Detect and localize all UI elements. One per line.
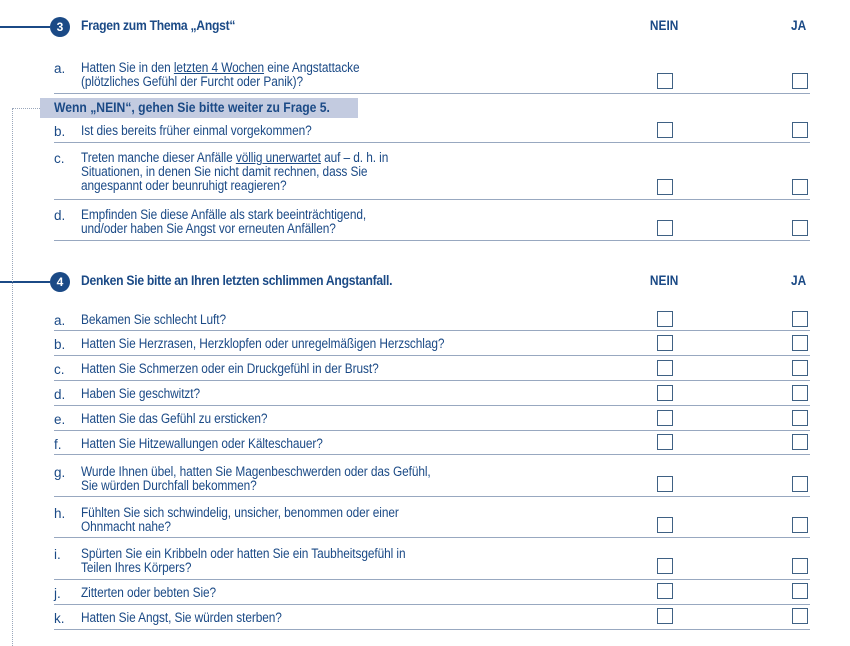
checkbox-nein[interactable] bbox=[657, 360, 673, 376]
question-letter: f. bbox=[54, 437, 62, 452]
question-text bbox=[81, 151, 388, 193]
question-letter: b. bbox=[54, 337, 66, 352]
question-4j bbox=[54, 581, 810, 605]
question-text-line1: Spürten Sie ein Kribbeln oder hatten Sie ein Taubheitsgefühl in bbox=[81, 546, 406, 561]
checkbox-ja[interactable] bbox=[792, 122, 808, 138]
checkbox-ja[interactable] bbox=[792, 335, 808, 351]
question-text: Hatten Sie Herzrasen, Herzklopfen oder unregelmäßigen Herzschlag? bbox=[81, 336, 445, 351]
checkbox-nein[interactable] bbox=[657, 335, 673, 351]
question-text-line2: Ohnmacht nahe? bbox=[81, 519, 171, 534]
question-text bbox=[81, 208, 366, 236]
question-text-part: Hatten Sie in den bbox=[81, 60, 174, 75]
question-3d bbox=[54, 201, 810, 241]
question-text-line1: Empfinden Sie diese Anfälle als stark beeinträchtigend, bbox=[81, 207, 367, 222]
checkbox-nein[interactable] bbox=[657, 476, 673, 492]
question-text-part: eine Angstattacke bbox=[264, 60, 360, 75]
question-4c bbox=[54, 357, 810, 381]
question-letter: g. bbox=[54, 465, 66, 480]
question-text-part: Treten manche dieser Anfälle bbox=[81, 150, 236, 165]
column-header-nein: NEIN bbox=[649, 18, 679, 33]
question-text: Hatten Sie das Gefühl zu ersticken? bbox=[81, 411, 268, 426]
question-text-line2: Sie würden Durchfall bekommen? bbox=[81, 478, 257, 493]
question-letter: c. bbox=[54, 362, 65, 377]
question-4e bbox=[54, 407, 810, 431]
question-letter: c. bbox=[54, 151, 65, 166]
question-text-line2: Teilen Ihres Körpers? bbox=[81, 560, 192, 575]
section-3-badge: 3 bbox=[50, 17, 70, 37]
question-text-line1: Fühlten Sie sich schwindelig, unsicher, benommen oder einer bbox=[81, 505, 399, 520]
checkbox-ja[interactable] bbox=[792, 608, 808, 624]
question-text: Hatten Sie Angst, Sie würden sterben? bbox=[81, 610, 282, 625]
section-3-title: Fragen zum Thema „Angst“ bbox=[81, 18, 236, 33]
checkbox-nein[interactable] bbox=[657, 311, 673, 327]
question-text: Zitterten oder bebten Sie? bbox=[81, 585, 217, 600]
question-4k bbox=[54, 606, 810, 630]
question-text: Haben Sie geschwitzt? bbox=[81, 386, 201, 401]
question-text: Hatten Sie Schmerzen oder ein Druckgefühl in der Brust? bbox=[81, 361, 379, 376]
question-text-line2: (plötzliches Gefühl der Furcht oder Panik)? bbox=[81, 74, 304, 89]
question-4a bbox=[54, 310, 810, 331]
question-text-line3: angespannt oder beunruhigt reagieren? bbox=[81, 178, 287, 193]
question-text-line1: Wurde Ihnen übel, hatten Sie Magenbeschwerden oder das Gefühl, bbox=[81, 464, 431, 479]
checkbox-ja[interactable] bbox=[792, 583, 808, 599]
checkbox-nein[interactable] bbox=[657, 220, 673, 236]
checkbox-ja[interactable] bbox=[792, 220, 808, 236]
checkbox-nein[interactable] bbox=[657, 122, 673, 138]
question-4g bbox=[54, 456, 810, 497]
checkbox-nein[interactable] bbox=[657, 517, 673, 533]
skip-instruction bbox=[40, 98, 358, 118]
question-text: Hatten Sie Hitzewallungen oder Kälteschauer? bbox=[81, 436, 323, 451]
question-letter: a. bbox=[54, 61, 66, 76]
question-text-part: auf – d. h. in bbox=[320, 150, 389, 165]
underlined-term: letzten 4 Wochen bbox=[173, 60, 265, 75]
checkbox-ja[interactable] bbox=[792, 179, 808, 195]
question-letter: b. bbox=[54, 124, 66, 139]
question-4f bbox=[54, 432, 810, 455]
question-letter: j. bbox=[54, 586, 61, 601]
checkbox-nein[interactable] bbox=[657, 410, 673, 426]
checkbox-ja[interactable] bbox=[792, 558, 808, 574]
question-text bbox=[81, 506, 399, 534]
skip-bracket-top bbox=[12, 108, 40, 109]
question-3b bbox=[54, 120, 810, 143]
checkbox-ja[interactable] bbox=[792, 385, 808, 401]
question-3c bbox=[54, 143, 810, 200]
checkbox-nein[interactable] bbox=[657, 73, 673, 89]
question-letter: i. bbox=[54, 547, 61, 562]
checkbox-ja[interactable] bbox=[792, 434, 808, 450]
question-4b bbox=[54, 332, 810, 356]
column-header-ja: JA bbox=[791, 18, 807, 33]
checkbox-nein[interactable] bbox=[657, 434, 673, 450]
checkbox-ja[interactable] bbox=[792, 311, 808, 327]
checkbox-ja[interactable] bbox=[792, 517, 808, 533]
question-text bbox=[81, 61, 360, 89]
checkbox-ja[interactable] bbox=[792, 410, 808, 426]
checkbox-nein[interactable] bbox=[657, 583, 673, 599]
section-4-badge: 4 bbox=[50, 272, 70, 292]
checkbox-nein[interactable] bbox=[657, 179, 673, 195]
question-3a bbox=[54, 60, 810, 94]
question-text bbox=[81, 465, 431, 493]
section-3-connector-line bbox=[0, 26, 50, 28]
underlined-term: völlig unerwartet bbox=[235, 150, 321, 165]
question-4h bbox=[54, 498, 810, 538]
question-letter: e. bbox=[54, 412, 66, 427]
question-text-line2: und/oder haben Sie Angst vor erneuten Anfällen? bbox=[81, 221, 336, 236]
checkbox-ja[interactable] bbox=[792, 360, 808, 376]
question-text: Bekamen Sie schlecht Luft? bbox=[81, 312, 226, 327]
skip-instruction-text: Wenn „NEIN“, gehen Sie bitte weiter zu Frage 5. bbox=[54, 100, 330, 115]
question-letter: k. bbox=[54, 611, 65, 626]
section-4-connector-line bbox=[0, 281, 50, 283]
section-4-title: Denken Sie bitte an Ihren letzten schlimmen Angstanfall. bbox=[81, 273, 393, 288]
column-header-nein: NEIN bbox=[649, 273, 679, 288]
question-text-line2: Situationen, in denen Sie nicht damit rechnen, dass Sie bbox=[81, 164, 368, 179]
question-letter: d. bbox=[54, 208, 66, 223]
question-letter: d. bbox=[54, 387, 66, 402]
question-text bbox=[81, 547, 405, 575]
checkbox-nein[interactable] bbox=[657, 558, 673, 574]
checkbox-nein[interactable] bbox=[657, 608, 673, 624]
checkbox-ja[interactable] bbox=[792, 476, 808, 492]
question-text: Ist dies bereits früher einmal vorgekommen? bbox=[81, 123, 312, 138]
checkbox-ja[interactable] bbox=[792, 73, 808, 89]
column-header-ja: JA bbox=[791, 273, 807, 288]
question-letter: a. bbox=[54, 313, 66, 328]
question-4d bbox=[54, 382, 810, 406]
question-4i bbox=[54, 539, 810, 580]
skip-bracket-line bbox=[12, 108, 13, 646]
question-letter: h. bbox=[54, 506, 66, 521]
checkbox-nein[interactable] bbox=[657, 385, 673, 401]
